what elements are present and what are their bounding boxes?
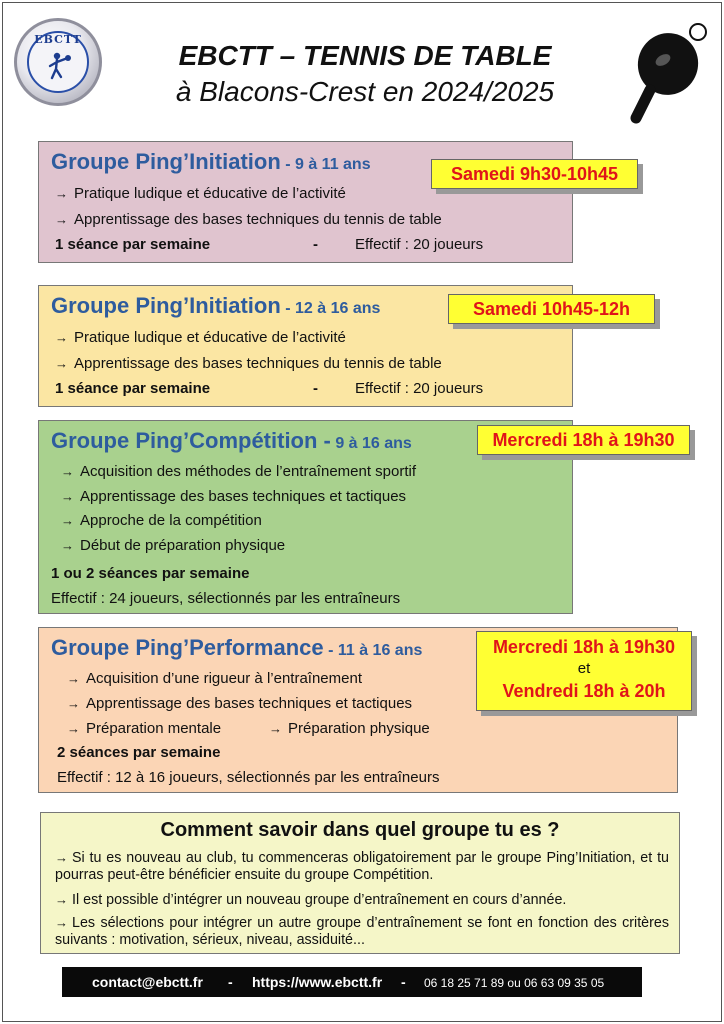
arrow-icon: → (55, 915, 68, 930)
list-item: → Apprentissage des bases techniques et tactiques (61, 488, 407, 505)
arrow-icon: → (61, 464, 74, 479)
club-logo-icon (14, 18, 102, 106)
group-title (51, 428, 412, 454)
group-name: Groupe Ping’Performance (51, 635, 324, 660)
arrow-icon: → (269, 721, 282, 736)
schedule-badge: Samedi 9h30-10h45 (431, 159, 638, 189)
page-title: EBCTT – TENNIS DE TABLE (178, 40, 552, 71)
faq-paragraph: → Il est possible d’intégrer un nouveau groupe d’entraînement en cours d’année. (55, 892, 567, 908)
group-name: Groupe Ping’Initiation (51, 293, 281, 318)
arrow-icon: → (55, 330, 68, 345)
list-item: → Apprentissage des bases techniques du tennis de table (55, 211, 442, 228)
arrow-icon: → (55, 212, 68, 227)
contact-email-link[interactable]: contact@ebctt.fr (92, 974, 203, 990)
group-name: Groupe Ping’Initiation (51, 149, 281, 174)
schedule-badge: Mercredi 18h à 19h30 (477, 425, 690, 455)
effectif-text: Effectif : 20 joueurs (355, 380, 484, 397)
group-name: Groupe Ping’Compétition - (51, 428, 331, 453)
arrow-icon: → (61, 538, 74, 553)
schedule-badge (476, 631, 692, 711)
arrow-icon: → (61, 513, 74, 528)
website-link[interactable]: https://www.ebctt.fr (252, 974, 383, 990)
arrow-icon: → (67, 721, 80, 736)
page-subtitle: à Blacons-Crest en 2024/2025 (175, 76, 555, 107)
arrow-icon: → (67, 671, 80, 686)
list-item: → Acquisition d’une rigueur à l’entraînement (67, 670, 362, 687)
sessions-text: 1 ou 2 séances par semaine (51, 565, 250, 582)
arrow-icon: → (67, 696, 80, 711)
schedule-badge: Samedi 10h45-12h (448, 294, 655, 324)
ping-pong-paddle-icon (628, 18, 710, 126)
faq-paragraph: → Si tu es nouveau au club, tu commenceras obligatoirement par le groupe Ping’Initiation, et tu pourras peut-être bénéficier ensuite du groupe Compétition. (55, 850, 669, 883)
logo-text: EBCTT (34, 33, 82, 46)
list-item: → Apprentissage des bases techniques et tactiques (67, 695, 413, 712)
schedule-line-1: Mercredi 18h à 19h30 (492, 637, 676, 657)
footer-separator: - (228, 974, 233, 990)
arrow-icon: → (61, 489, 74, 504)
sessions-text: 1 séance par semaine (55, 380, 211, 397)
list-item: → Pratique ludique et éducative de l’activité (55, 185, 346, 202)
group-title (51, 149, 371, 175)
group-age: - 11 à 16 ans (323, 642, 423, 659)
separator: - (313, 236, 318, 253)
arrow-icon: → (55, 186, 68, 201)
arrow-icon: → (55, 892, 68, 907)
arrow-icon: → (55, 356, 68, 371)
group-age: 9 à 16 ans (330, 435, 412, 452)
sessions-text: 1 séance par semaine (55, 236, 211, 253)
list-item: → Apprentissage des bases techniques du tennis de table (55, 355, 442, 372)
list-item: → Approche de la compétition (61, 512, 262, 529)
group-title (51, 293, 380, 319)
faq-paragraph: → Les sélections pour intégrer un autre groupe d’entraînement se font en fonction des critères suivants : motivation, sérieux, niveau, assiduité... (55, 915, 669, 948)
faq-box (40, 812, 680, 954)
list-item: → Préparation mentale (67, 720, 222, 737)
footer-separator: - (401, 974, 406, 990)
effectif-text: Effectif : 12 à 16 joueurs, sélectionnés par les entraîneurs (57, 769, 440, 786)
group-title (51, 635, 422, 661)
separator: - (313, 380, 318, 397)
player-figure-icon (45, 51, 75, 81)
schedule-line-2: Vendredi 18h à 20h (502, 681, 666, 701)
effectif-text: Effectif : 20 joueurs (355, 236, 484, 253)
list-item: → Acquisition des méthodes de l’entraînement sportif (61, 463, 417, 480)
phone-numbers: 06 18 25 71 89 ou 06 63 09 35 05 (424, 976, 605, 990)
group-age: - 9 à 11 ans (280, 156, 371, 173)
list-item: → Préparation physique (269, 720, 430, 737)
effectif-text: Effectif : 24 joueurs, sélectionnés par les entraîneurs (51, 590, 401, 607)
arrow-icon: → (55, 850, 68, 865)
sessions-text: 2 séances par semaine (57, 744, 221, 761)
list-item: → Pratique ludique et éducative de l’activité (55, 329, 346, 346)
faq-title: Comment savoir dans quel groupe tu es ? (160, 819, 560, 841)
list-item: → Début de préparation physique (61, 537, 286, 554)
group-age: - 12 à 16 ans (280, 300, 381, 317)
footer-bar (62, 967, 642, 997)
schedule-and: et (577, 660, 591, 677)
